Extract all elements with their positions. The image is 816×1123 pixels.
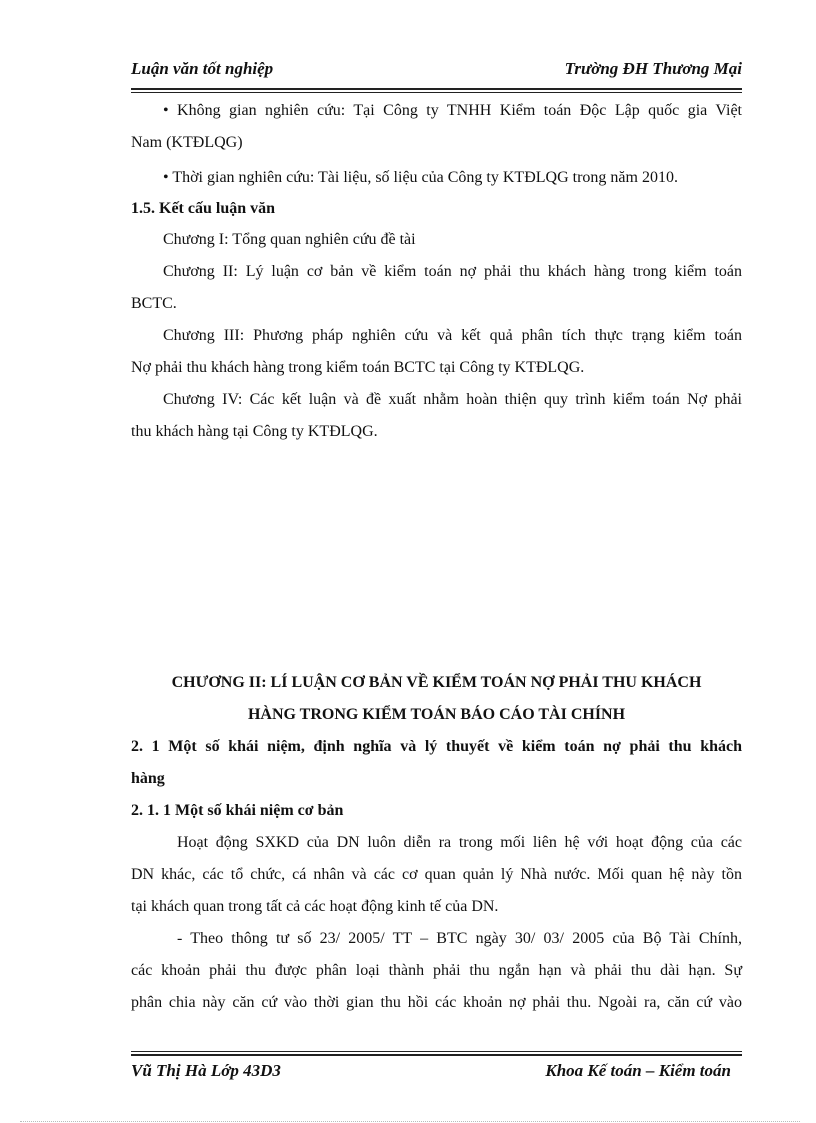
scope-space-line-1: • Không gian nghiên cứu: Tại Công ty TNHH Kiểm toán Độc Lập quốc gia Việt [163,102,742,119]
page-footer [131,1061,731,1081]
section-2-1-1-heading: 2. 1. 1 Một số khái niệm cơ bản [131,802,344,819]
header-rule [131,88,742,90]
paragraph-2-line-2: các khoản phải thu được phân loại thành phải thu ngắn hạn và phải thu dài hạn. Sự [131,962,742,979]
paragraph-2-line-1: - Theo thông tư số 23/ 2005/ TT – BTC ngày 30/ 03/ 2005 của Bộ Tài Chính, [177,930,742,947]
footer-rule-thin [131,1051,742,1052]
footer-faculty: Khoa Kế toán – Kiểm toán [545,1061,731,1080]
chapter-1-line: Chương I: Tổng quan nghiên cứu đề tài [163,231,416,248]
chapter-4-line-2: thu khách hàng tại Công ty KTĐLQG. [131,423,378,440]
header-university: Trường ĐH Thương Mại [564,59,742,78]
chapter-title-line-2: HÀNG TRONG KIỂM TOÁN BÁO CÁO TÀI CHÍNH [247,706,626,723]
paragraph-1-line-2: DN khác, các tổ chức, cá nhân và các cơ quan quản lý Nhà nước. Mối quan hệ này tồn [131,866,742,883]
section-2-1-heading-line-1: 2. 1 Một số khái niệm, định nghĩa và lý thuyết về kiểm toán nợ phải thu khách [131,738,742,755]
paragraph-2-line-3: phân chia này căn cứ vào thời gian thu hồi các khoản nợ phải thu. Ngoài ra, căn cứ vào [131,994,742,1011]
paragraph-1-line-1: Hoạt động SXKD của DN luôn diễn ra trong mối liên hệ với hoạt động của các [177,834,742,851]
section-1-5-heading: 1.5. Kết cấu luận văn [131,200,276,217]
footer-rule [131,1054,742,1056]
chapter-title-line-1: CHƯƠNG II: LÍ LUẬN CƠ BẢN VỀ KIỂM TOÁN NỢ PHẢI THU KHÁCH [171,674,702,691]
chapter-2-line-1: Chương II: Lý luận cơ bản về kiểm toán nợ phải thu khách hàng trong kiểm toán [163,263,742,280]
footer-author: Vũ Thị Hà Lớp 43D3 [131,1061,281,1080]
header-thesis-label: Luận văn tốt nghiệp [131,59,274,78]
chapter-3-line-1: Chương III: Phương pháp nghiên cứu và kết quả phân tích thực trạng kiểm toán [163,327,742,344]
page-header [131,59,742,79]
chapter-3-line-2: Nợ phải thu khách hàng trong kiểm toán BCTC tại Công ty KTĐLQG. [131,359,585,376]
section-2-1-heading-line-2: hàng [131,770,165,787]
chapter-2-line-2: BCTC. [131,295,177,312]
scope-space-line-2: Nam (KTĐLQG) [131,134,243,151]
paragraph-1-line-3: tại khách quan trong tất cả các hoạt động kinh tế của DN. [131,898,499,915]
header-rule-thin [131,92,742,93]
chapter-4-line-1: Chương IV: Các kết luận và đề xuất nhằm hoàn thiện quy trình kiểm toán Nợ phải [163,391,742,408]
scope-time-line: • Thời gian nghiên cứu: Tài liệu, số liệu của Công ty KTĐLQG trong năm 2010. [163,169,678,186]
page-bottom-dotted-line [20,1121,800,1122]
